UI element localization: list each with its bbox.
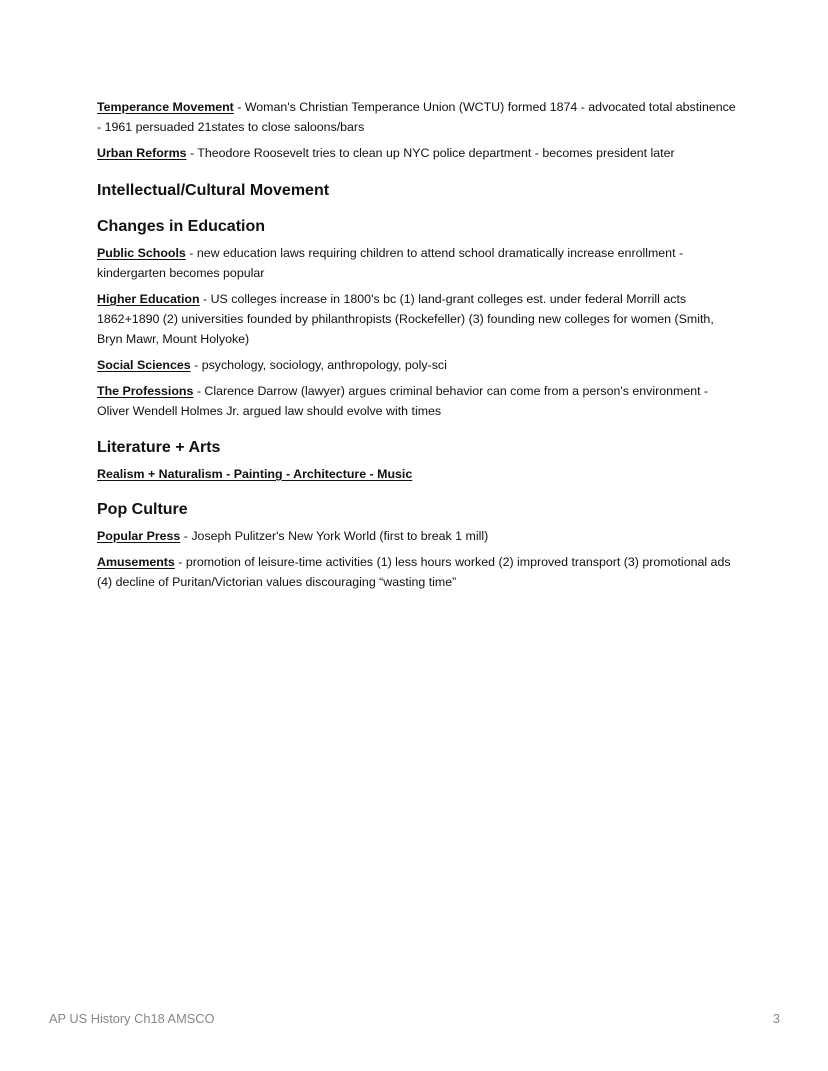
urban-reforms-text: - Theodore Roosevelt tries to clean up NYC police department - becomes president later xyxy=(186,146,675,160)
social-sciences-paragraph xyxy=(97,355,737,375)
social-sciences-term: Social Sciences xyxy=(97,358,191,372)
amusements-paragraph xyxy=(97,552,737,592)
footer-page-number: 3 xyxy=(772,1011,780,1026)
temperance-paragraph xyxy=(97,97,737,137)
urban-reforms-paragraph xyxy=(97,143,737,163)
temperance-text: - Woman's Christian Temperance Union (WCTU) formed 1874 - advocated total abstinence - 1961 persuaded 21states to close saloons/bars xyxy=(97,100,736,134)
urban-reforms-term: Urban Reforms xyxy=(97,146,187,160)
public-schools-paragraph xyxy=(97,243,737,283)
intellectual-cultural-heading: Intellectual/Cultural Movement xyxy=(97,182,330,199)
pop-culture-heading: Pop Culture xyxy=(97,501,188,518)
professions-term: The Professions xyxy=(97,384,194,398)
social-sciences-text: - psychology, sociology, anthropology, poly-sci xyxy=(190,358,447,372)
temperance-term: Temperance Movement xyxy=(97,100,234,114)
professions-text: - Clarence Darrow (lawyer) argues criminal behavior can come from a person's environment - Oliver Wendell Holmes Jr. argued law should evolve with times xyxy=(97,384,709,418)
public-schools-term: Public Schools xyxy=(97,246,186,260)
footer-document-title: AP US History Ch18 AMSCO xyxy=(49,1011,215,1026)
higher-education-term: Higher Education xyxy=(97,292,200,306)
popular-press-term: Popular Press xyxy=(97,529,181,543)
professions-paragraph xyxy=(97,381,737,421)
changes-in-education-heading: Changes in Education xyxy=(97,218,266,235)
amusements-term: Amusements xyxy=(97,555,175,569)
document-body xyxy=(97,97,737,598)
literature-arts-paragraph xyxy=(97,464,737,484)
literature-arts-terms: Realism + Naturalism - Painting - Architecture - Music xyxy=(97,467,413,481)
amusements-text: - promotion of leisure-time activities (1) less hours worked (2) improved transport (3) promotional ads (4) decline of Puritan/Victorian values discouraging “wasting time” xyxy=(97,555,731,589)
higher-education-text: - US colleges increase in 1800's bc (1) land-grant colleges est. under federal Morrill acts 1862+1890 (2) universities founded by philanthropists (Rockefeller) (3) founding new colleges for women (Smith, Bryn Mawr, Mount Holyoke) xyxy=(97,292,714,346)
popular-press-text: - Joseph Pulitzer's New York World (first to break 1 mill) xyxy=(180,529,489,543)
literature-arts-heading: Literature + Arts xyxy=(97,439,221,456)
popular-press-paragraph xyxy=(97,526,737,546)
public-schools-text: - new education laws requiring children to attend school dramatically increase enrollment - kindergarten becomes popular xyxy=(97,246,684,280)
higher-education-paragraph xyxy=(97,289,737,349)
